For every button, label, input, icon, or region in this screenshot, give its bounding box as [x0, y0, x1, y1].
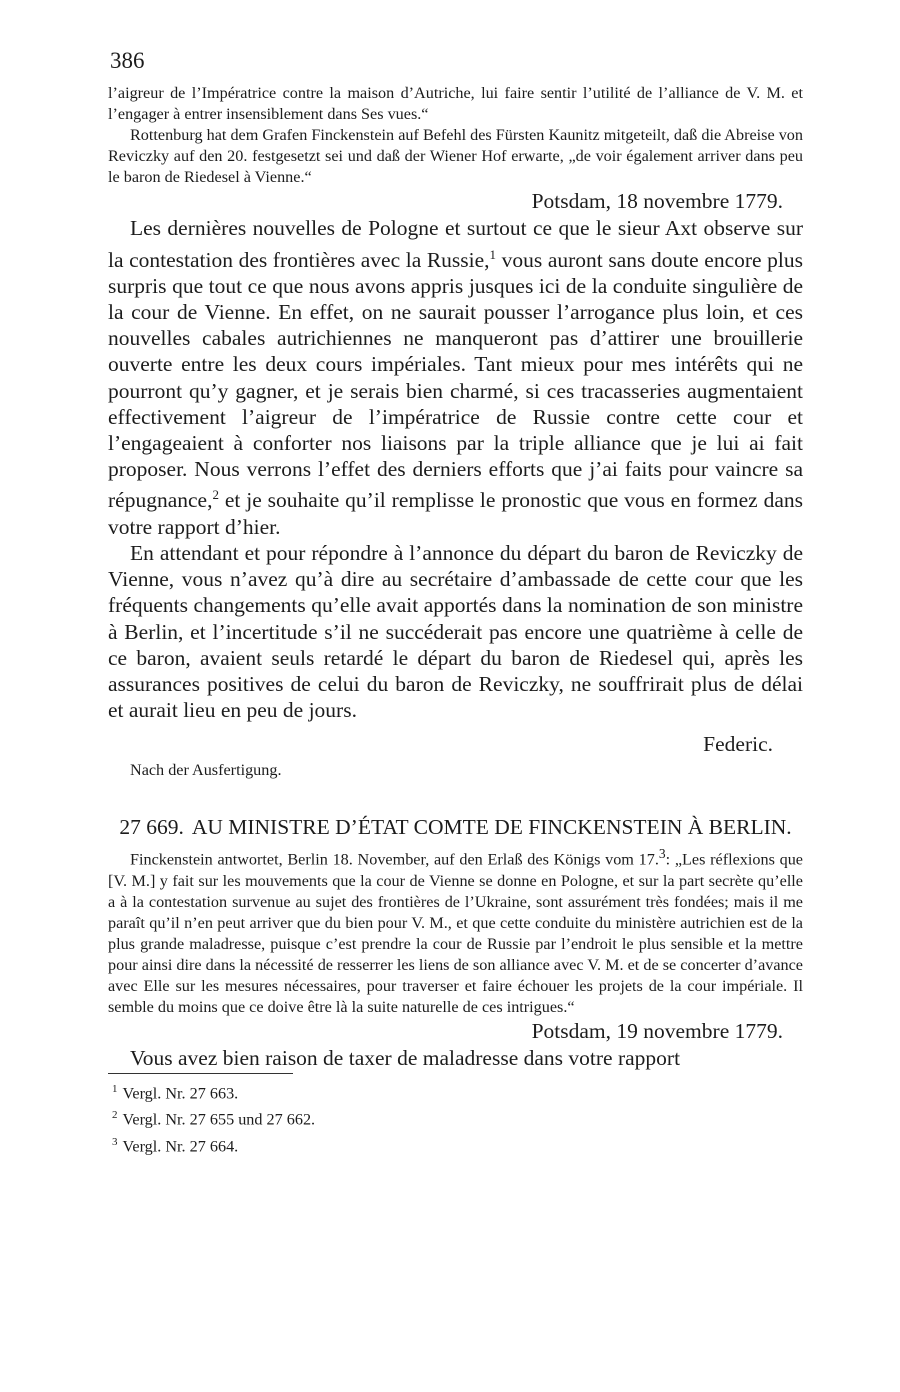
- footnote-ref-3: 3: [658, 846, 666, 862]
- source-note: Nach der Ausfertigung.: [130, 761, 282, 780]
- intro-paragraph-continuation: l’aigreur de l’Impératrice contre la maison d’Autriche, lui faire sentir l’utilité de l’alliance de V. M. et l’engager à entrer insensiblement dans Ses vues.“: [108, 84, 803, 124]
- footnote: [112, 1078, 803, 1104]
- letter-text: et je souhaite qu’il remplisse le pronostic que vous en formez dans votre rapport d’hier.: [108, 488, 803, 539]
- page-number: 386: [110, 48, 145, 73]
- letter-text: Les dernières nouvelles de Pologne et surtout ce que le sieur Axt observe sur la contestation des frontières avec la Russie,: [108, 216, 803, 272]
- footnote-text: Vergl. Nr. 27 655 und 27 662.: [122, 1110, 316, 1129]
- footnote-mark: 3: [112, 1135, 118, 1148]
- section-title: AU MINISTRE D’ÉTAT COMTE DE FINCKENSTEIN À BERLIN.: [191, 815, 792, 840]
- footnote-text: Vergl. Nr. 27 664.: [122, 1137, 239, 1156]
- summary-text: Finckenstein antwortet, Berlin 18. November, auf den Erlaß des Königs vom 17.: [130, 850, 659, 869]
- footnote-divider: [108, 1073, 293, 1074]
- footnote-ref-2: 2: [212, 487, 219, 503]
- letter-date: Potsdam, 18 novembre 1779.: [531, 189, 783, 214]
- footnote-text: Vergl. Nr. 27 663.: [122, 1084, 239, 1103]
- section-number: 27 669.: [119, 815, 184, 840]
- signature: Federic.: [703, 732, 773, 757]
- footnote: [112, 1131, 803, 1157]
- section-summary: [108, 843, 803, 1017]
- footnotes: [108, 1078, 803, 1157]
- section-first-line: Vous avez bien raison de taxer de maladresse dans votre rapport: [130, 1045, 681, 1070]
- intro-paragraph-rottenburg: Rottenburg hat dem Grafen Finckenstein auf Befehl des Fürsten Kaunitz mitgeteilt, daß die Abreise von Reviczky auf den 20. festgesetzt sei und daß der Wiener Hof erwarte, „de voir également arriver dans peu le baron de Riedesel à Vienne.“: [108, 126, 803, 187]
- footnote-mark: 2: [112, 1109, 118, 1122]
- letter-paragraph-2: En attendant et pour répondre à l’annonce du départ du baron de Reviczky de Vienne, vous n’avez qu’à dire au secrétaire d’ambassade de cette cour que les fréquents changements qu’elle avait apportés dans la nomination de son ministre à Berlin, et l’incertitude s’il ne succéderait pas encore une quatrième à celle de ce baron, avaient seuls retardé le départ du baron de Riedesel qui, après les assurances positives de celui du baron de Reviczky, ne souffrirait plus de délai et aurait lieu en peu de jours.: [108, 541, 803, 723]
- section-date: Potsdam, 19 novembre 1779.: [531, 1018, 783, 1043]
- section-heading: [108, 815, 803, 840]
- summary-text: : „Les réflexions que [V. M.] y fait sur les mouvements que la cour de Vienne se donne en Pologne, et sur la part secrète qu’elle a à la contestation survenue au sujet des frontières de l’Ukraine, sont assurément très fondées; mais il me paraît qu’il n’en peut arriver que du bien pour V. M., et que cette conduite du ministère autrichien est de la plus grande maladresse, puisque c’est prendre la cour de Russie par l’endroit le plus sensible et la mettre pour ainsi dire dans la nécessité de resserrer les liens de son alliance avec V. M. et de se concerter d’avance avec Elle sur les mesures nécessaires, pour traverser et faire échouer les projets de la cour impériale. Il semble du moins que ce doive être là la suite naturelle de ces intrigues.“: [108, 850, 803, 1016]
- footnote-mark: 1: [112, 1083, 118, 1096]
- book-page: [108, 48, 803, 1157]
- letter-text: vous auront sans doute encore plus surpris que tout ce que nous avons appris jusques ici de la conduite singulière de la cour de Vienne. En effet, on ne saurait pousser l’arrogance plus loin, et ces nouvelles cabales autrichiennes ne manqueront pas d’attirer une brouillerie ouverte entre les deux cours impériales. Tant mieux pour mes intérêts qui ne pourront qu’y gagner, et je serais bien charmé, si ces tracasseries augmentaient effectivement l’aigreur de l’impératrice de Russie contre cette cour et l’engageaient à conforter nos liaisons par la triple alliance que je lui ai fait proposer. Nous verrons l’effet des derniers efforts que j’ai faits pour vaincre sa répugnance,: [108, 247, 803, 513]
- letter-paragraph-1: [108, 215, 803, 540]
- footnote: [112, 1104, 803, 1130]
- footnote-ref-1: 1: [489, 246, 497, 262]
